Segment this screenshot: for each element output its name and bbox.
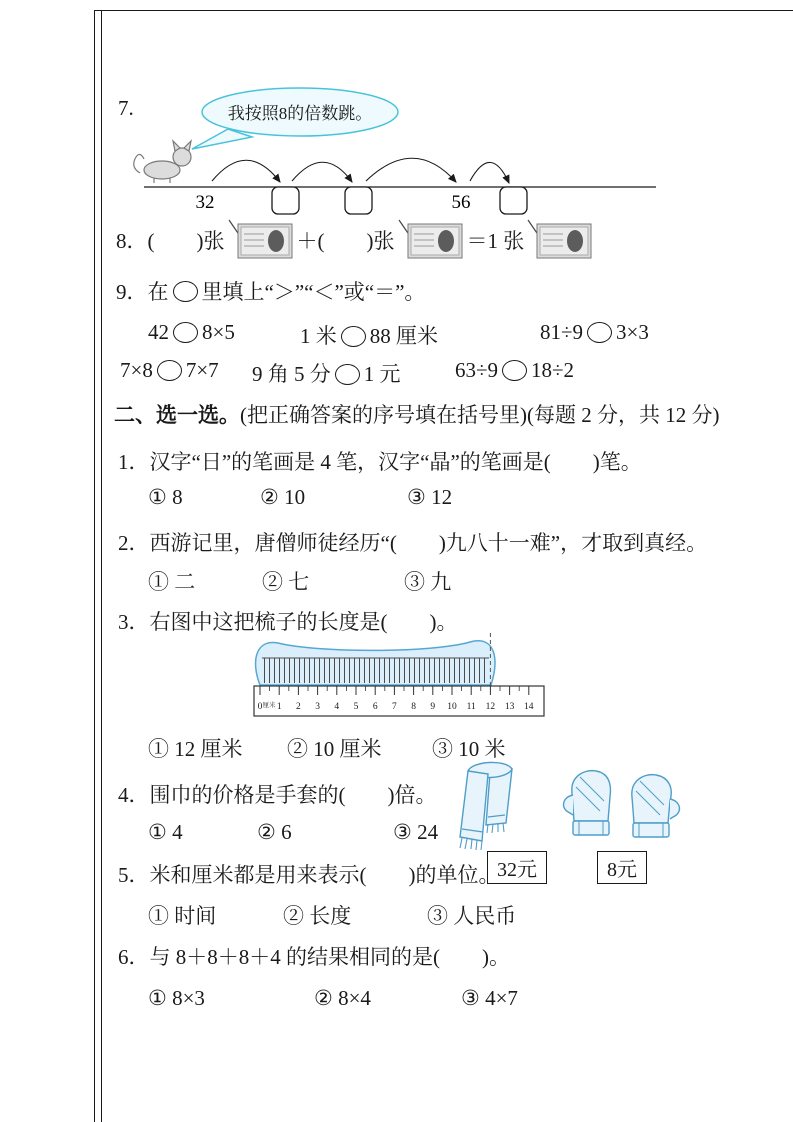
svg-text:6: 6 [372, 702, 378, 712]
q8-text-part3: ＝1 张 [466, 229, 525, 253]
q9-suffix: 里填上“＞”“＜”或“＝”。 [201, 280, 426, 304]
svg-text:11: 11 [466, 702, 476, 712]
svg-text:3: 3 [315, 702, 320, 712]
comparison-item [252, 358, 401, 388]
ruler-numbers [258, 702, 534, 712]
svg-text:7: 7 [392, 702, 397, 712]
question-7-number: 7. [118, 96, 134, 120]
choice-question-3: 3．右图中这把梳子的长度是( )。 [118, 610, 458, 634]
q4-option-1[interactable]: ① 4 [148, 820, 183, 844]
q7-number-line-figure [128, 85, 668, 220]
compare-circle[interactable] [502, 360, 527, 381]
comparison-item [540, 320, 649, 345]
q2-option-2[interactable]: ② 七 [262, 570, 310, 594]
answer-box-3[interactable] [500, 187, 527, 214]
ruler-unit: 厘米 [262, 702, 276, 709]
q4-option-2[interactable]: ② 6 [257, 820, 292, 844]
cat-icon [134, 141, 191, 183]
q4-option-3[interactable]: ③ 24 [393, 820, 439, 844]
svg-text:2: 2 [296, 702, 301, 712]
q1-option-1[interactable]: ① 8 [148, 485, 183, 509]
section-2-title [114, 399, 719, 429]
choice-question-4: 4．围巾的价格是手套的( )倍。 [118, 783, 437, 807]
cmp-right: 3×3 [616, 320, 649, 344]
q1-option-3[interactable]: ③ 12 [407, 485, 453, 509]
q3-comb-ruler-figure [246, 628, 551, 728]
choice-question-5: 5．米和厘米都是用来表示( )的单位。 [118, 863, 500, 887]
cmp-right: 18÷2 [531, 358, 575, 382]
choice-question-2: 2．西游记里，唐僧师徒经历“( )九八十一难”，才取到真经。 [118, 531, 708, 555]
svg-text:1: 1 [276, 702, 282, 712]
compare-circle[interactable] [341, 326, 366, 347]
speech-bubble [192, 88, 398, 149]
choice-question-1: 1．汉字“日”的笔画是 4 笔，汉字“晶”的笔画是( )笔。 [118, 450, 642, 474]
svg-text:10: 10 [447, 702, 457, 712]
q3-option-3[interactable]: ③ 10 米 [432, 737, 506, 761]
jump-arcs [212, 158, 509, 183]
compare-circle[interactable] [173, 322, 198, 343]
svg-text:14: 14 [524, 702, 534, 712]
number-line-label-start: 32 [195, 192, 215, 213]
speech-bubble-text: 我按照8的倍数跳。 [227, 104, 373, 123]
page-border-left-inner [101, 10, 102, 1122]
gloves-price-tag: 8元 [597, 851, 647, 884]
q3-option-1[interactable]: ① 12 厘米 [148, 737, 243, 761]
q2-option-1[interactable]: ① 二 [148, 570, 196, 594]
q8-text-part1: 8．( )张 [116, 229, 225, 253]
q9-prefix: 9．在 [116, 280, 169, 304]
q3-option-2[interactable]: ② 10 厘米 [287, 737, 382, 761]
comb-teeth [264, 658, 487, 683]
comparison-item [120, 358, 219, 383]
banknote-image [398, 219, 464, 261]
compare-circle-example[interactable] [173, 281, 198, 302]
q6-option-1[interactable]: ① 8×3 [148, 986, 205, 1010]
question-8 [116, 219, 596, 261]
question-9 [116, 276, 425, 306]
q2-option-3[interactable]: ③ 九 [404, 570, 452, 594]
svg-text:13: 13 [504, 702, 515, 712]
choice-question-6: 6．与 8＋8＋8＋4 的结果相同的是( )。 [118, 945, 510, 969]
q4-mittens-image [556, 765, 686, 853]
svg-text:9: 9 [430, 702, 436, 712]
answer-box-1[interactable] [272, 187, 299, 214]
q6-option-2[interactable]: ② 8×4 [314, 986, 371, 1010]
scarf-price-tag: 32元 [487, 851, 547, 884]
number-line-label-mid: 56 [451, 192, 471, 213]
section-2-title-bold: 二、选一选。 [114, 403, 240, 427]
cmp-right: 7×7 [185, 358, 219, 382]
svg-text:8: 8 [411, 702, 416, 712]
q4-scarf-image [438, 757, 543, 857]
banknote-image [228, 219, 294, 261]
answer-box-2[interactable] [345, 187, 372, 214]
cmp-left: 1 米 [300, 324, 337, 348]
q5-option-2[interactable]: ② 长度 [283, 904, 352, 928]
section-2-title-rest: (把正确答案的序号填在括号里)(每题 2 分，共 12 分) [240, 403, 720, 427]
cmp-left: 7×8 [120, 358, 153, 382]
page-border-left-outer [94, 10, 95, 1122]
cmp-left: 9 角 5 分 [252, 362, 331, 386]
q8-text-part2: ＋( )张 [296, 229, 395, 253]
cmp-right: 8×5 [202, 320, 235, 344]
comparison-item [148, 320, 235, 345]
cmp-right: 1 元 [363, 362, 401, 386]
cmp-left: 42 [148, 320, 169, 344]
q5-option-3[interactable]: ③ 人民币 [427, 904, 517, 928]
svg-text:4: 4 [334, 702, 340, 712]
page-border-top [94, 10, 793, 11]
q1-option-2[interactable]: ② 10 [260, 485, 306, 509]
compare-circle[interactable] [587, 322, 612, 343]
q6-option-3[interactable]: ③ 4×7 [461, 986, 518, 1010]
q5-option-1[interactable]: ① 时间 [148, 904, 217, 928]
svg-text:12: 12 [485, 702, 496, 712]
svg-text:0: 0 [257, 702, 263, 712]
comparison-item [455, 358, 574, 383]
cmp-left: 63÷9 [455, 358, 499, 382]
comparison-item [300, 320, 438, 350]
compare-circle[interactable] [335, 364, 360, 385]
svg-text:5: 5 [353, 702, 359, 712]
banknote-image [527, 219, 593, 261]
compare-circle[interactable] [157, 360, 182, 381]
answer-boxes [272, 187, 527, 214]
cmp-left: 81÷9 [540, 320, 584, 344]
cmp-right: 88 厘米 [369, 324, 438, 348]
